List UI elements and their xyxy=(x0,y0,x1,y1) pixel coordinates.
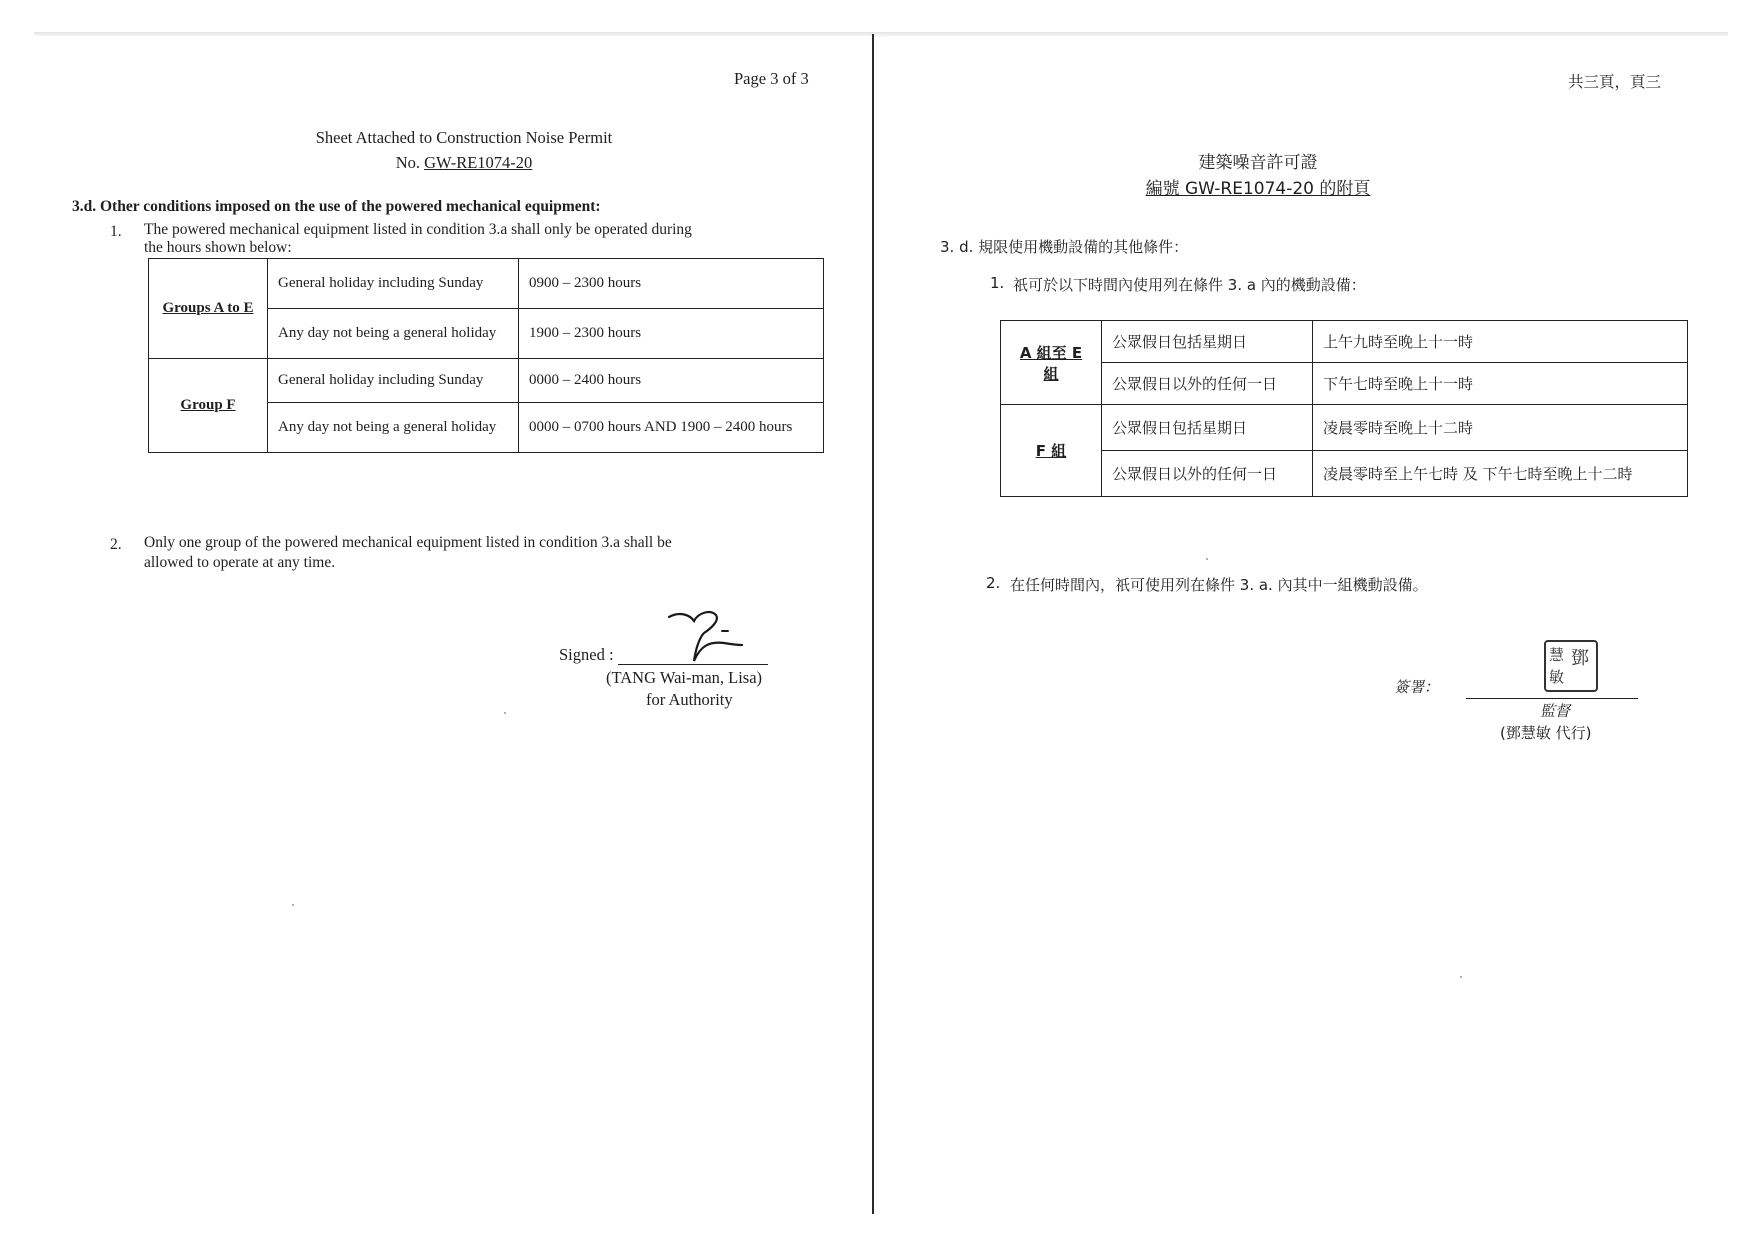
item-2-text-zh: 在任何時間內，祇可使用列在條件 3. a. 內其中一組機動設備。 xyxy=(1010,576,1428,594)
permit-number: GW-RE1074-20 xyxy=(424,153,533,172)
day-cell: General holiday including Sunday xyxy=(268,259,519,309)
item-2-number: 2. xyxy=(110,536,122,553)
supervisor-label: 監督 xyxy=(1540,702,1571,720)
page-number-zh: 共三頁，頁三 xyxy=(1568,73,1662,91)
chinese-page xyxy=(888,36,1728,1211)
item-1-number: 1. xyxy=(110,223,122,240)
hours-cell: 凌晨零時至上午七時 及 下午七時至晚上十二時 xyxy=(1313,451,1688,497)
section-heading-zh: 3. d. 規限使用機動設備的其他條件： xyxy=(940,238,1189,256)
day-cell: Any day not being a general holiday xyxy=(268,403,519,453)
page-number: Page 3 of 3 xyxy=(734,69,809,88)
group-a-to-e-cell-zh: A 組至 E 組 xyxy=(1001,321,1102,405)
day-cell: 公眾假日以外的任何一日 xyxy=(1102,363,1313,405)
group-f-cell-zh: F 組 xyxy=(1001,405,1102,497)
day-cell: Any day not being a general holiday xyxy=(268,309,519,359)
english-page xyxy=(34,36,870,1211)
hours-cell: 上午九時至晚上十一時 xyxy=(1313,321,1688,363)
table-row xyxy=(149,259,824,309)
day-cell: 公眾假日包括星期日 xyxy=(1102,405,1313,451)
signed-label-zh: 簽署： xyxy=(1394,678,1440,696)
hours-cell: 0900 – 2300 hours xyxy=(519,259,824,309)
signed-label: Signed : xyxy=(559,645,614,664)
item-2-number-zh: 2. xyxy=(986,574,1001,592)
hours-cell: 凌晨零時至晚上十二時 xyxy=(1313,405,1688,451)
page-fold-divider xyxy=(872,34,874,1214)
hours-cell: 下午七時至晚上十一時 xyxy=(1313,363,1688,405)
table-row xyxy=(1001,363,1688,405)
table-row xyxy=(1001,405,1688,451)
permit-no-prefix: No. xyxy=(395,153,420,172)
hours-cell: 1900 – 2300 hours xyxy=(519,309,824,359)
for-authority: for Authority xyxy=(646,690,733,709)
signature-icon xyxy=(666,607,746,669)
table-row xyxy=(149,359,824,403)
scan-speck xyxy=(1460,976,1462,978)
item-1-number-zh: 1. xyxy=(990,274,1005,292)
scan-speck xyxy=(292,904,294,906)
hours-cell: 0000 – 2400 hours xyxy=(519,359,824,403)
signature-line-zh xyxy=(1466,698,1638,699)
item-2-line-2: allowed to operate at any time. xyxy=(144,554,336,571)
item-1-text-zh: 祇可於以下時間內使用列在條件 3. a 內的機動設備： xyxy=(1013,276,1366,294)
signer-name: (TANG Wai-man, Lisa) xyxy=(606,668,763,687)
item-1-line-2: the hours shown below: xyxy=(144,239,292,256)
item-2-line-1: Only one group of the powered mechanical equipment listed in condition 3.a shall be xyxy=(144,534,672,551)
permit-number-zh: 編號 GW-RE1074-20 的附頁 xyxy=(1145,179,1371,199)
day-cell: 公眾假日以外的任何一日 xyxy=(1102,451,1313,497)
signer-name-zh: (鄧慧敏 代行) xyxy=(1500,724,1592,742)
sheet-title: Sheet Attached to Construction Noise Permit xyxy=(315,128,613,147)
section-heading: 3.d. Other conditions imposed on the use of the powered mechanical equipment: xyxy=(72,198,601,215)
scan-speck xyxy=(1206,558,1208,560)
operating-hours-table xyxy=(148,258,824,453)
seal-stamp-icon: 鄧 慧 敏 xyxy=(1544,640,1598,692)
day-cell: General holiday including Sunday xyxy=(268,359,519,403)
permit-number-line xyxy=(34,153,894,173)
table-row xyxy=(1001,451,1688,497)
table-row xyxy=(1001,321,1688,363)
scan-speck xyxy=(504,712,506,714)
item-1-line-1: The powered mechanical equipment listed in condition 3.a shall only be operated during xyxy=(144,221,692,238)
sheet-title-zh: 建築噪音許可證 xyxy=(1198,153,1318,173)
group-a-to-e-cell: Groups A to E xyxy=(149,259,268,359)
day-cell: 公眾假日包括星期日 xyxy=(1102,321,1313,363)
group-f-cell: Group F xyxy=(149,359,268,453)
operating-hours-table-zh xyxy=(1000,320,1688,497)
hours-cell: 0000 – 0700 hours AND 1900 – 2400 hours xyxy=(519,403,824,453)
